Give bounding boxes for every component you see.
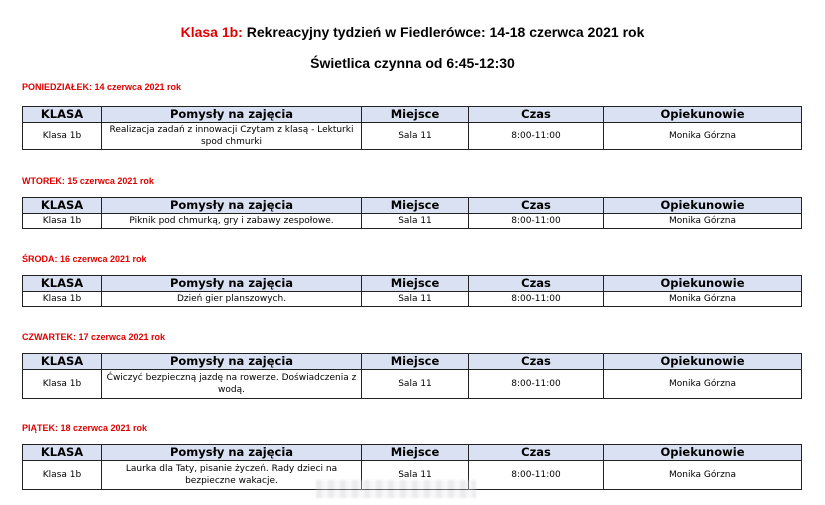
cell-opiekun: Monika Górzna (604, 292, 802, 307)
cell-opiekun: Monika Górzna (604, 370, 802, 399)
day-label-friday: PIĄTEK: 18 czerwca 2021 rok (22, 423, 148, 433)
day-label-monday: PONIEDZIAŁEK: 14 czerwca 2021 rok (22, 82, 182, 92)
column-header-opiekunowie: Opiekunowie (604, 445, 802, 461)
column-header-klasa: KLASA (23, 354, 102, 370)
cell-pomysly: Dzień gier planszowych. (102, 292, 362, 307)
column-header-czas: Czas (469, 107, 604, 123)
table-header-row (23, 107, 802, 123)
cell-czas: 8:00-11:00 (469, 214, 604, 229)
column-header-miejsce: Miejsce (362, 198, 469, 214)
column-header-pomysly: Pomysły na zajęcia (102, 276, 362, 292)
column-header-klasa: KLASA (23, 198, 102, 214)
column-header-czas: Czas (469, 354, 604, 370)
column-header-klasa: KLASA (23, 445, 102, 461)
day-label-thursday: CZWARTEK: 17 czerwca 2021 rok (22, 332, 166, 342)
day-label-tuesday: WTOREK: 15 czerwca 2021 rok (22, 176, 154, 186)
cell-pomysly: Ćwiczyć bezpieczną jazdę na rowerze. Doświadczenia z wodą. (102, 370, 362, 399)
column-header-klasa: KLASA (23, 276, 102, 292)
schedule-table-monday (22, 106, 802, 150)
table-header-row (23, 445, 802, 461)
table-row (23, 214, 802, 229)
document-subtitle: Świetlica czynna od 6:45-12:30 (310, 55, 515, 71)
column-header-opiekunowie: Opiekunowie (604, 354, 802, 370)
title-text: Rekreacyjny tydzień w Fiedlerówce: 14-18 czerwca 2021 rok (242, 24, 645, 40)
cell-czas: 8:00-11:00 (469, 461, 604, 490)
column-header-czas: Czas (469, 445, 604, 461)
cell-opiekun: Monika Górzna (604, 461, 802, 490)
column-header-miejsce: Miejsce (362, 276, 469, 292)
column-header-opiekunowie: Opiekunowie (604, 276, 802, 292)
cell-klasa: Klasa 1b (23, 123, 102, 150)
cell-czas: 8:00-11:00 (469, 370, 604, 399)
column-header-miejsce: Miejsce (362, 354, 469, 370)
table-row (23, 123, 802, 150)
schedule-table-wednesday (22, 275, 802, 307)
cell-czas: 8:00-11:00 (469, 123, 604, 150)
cell-miejsce: Sala 11 (362, 214, 469, 229)
column-header-miejsce: Miejsce (362, 445, 469, 461)
scan-artifact (316, 480, 476, 498)
column-header-opiekunowie: Opiekunowie (604, 198, 802, 214)
cell-pomysly: Laurka dla Taty, pisanie życzeń. Rady dzieci na bezpieczne wakacje. (102, 461, 362, 490)
class-label: Klasa 1b: (180, 24, 243, 40)
column-header-klasa: KLASA (23, 107, 102, 123)
table-header-row (23, 198, 802, 214)
cell-miejsce: Sala 11 (362, 292, 469, 307)
cell-miejsce: Sala 11 (362, 123, 469, 150)
cell-miejsce: Sala 11 (362, 461, 469, 490)
column-header-czas: Czas (469, 276, 604, 292)
column-header-pomysly: Pomysły na zajęcia (102, 354, 362, 370)
column-header-pomysly: Pomysły na zajęcia (102, 445, 362, 461)
table-row (23, 292, 802, 307)
cell-miejsce: Sala 11 (362, 370, 469, 399)
cell-pomysly: Realizacja zadań z innowacji Czytam z klasą - Lekturki spod chmurki (102, 123, 362, 150)
table-row (23, 370, 802, 399)
cell-czas: 8:00-11:00 (469, 292, 604, 307)
schedule-table-tuesday (22, 197, 802, 229)
column-header-miejsce: Miejsce (362, 107, 469, 123)
cell-klasa: Klasa 1b (23, 214, 102, 229)
cell-klasa: Klasa 1b (23, 292, 102, 307)
cell-opiekun: Monika Górzna (604, 214, 802, 229)
document-title (0, 24, 825, 40)
column-header-pomysly: Pomysły na zajęcia (102, 107, 362, 123)
column-header-pomysly: Pomysły na zajęcia (102, 198, 362, 214)
cell-pomysly: Piknik pod chmurką, gry i zabawy zespołowe. (102, 214, 362, 229)
cell-klasa: Klasa 1b (23, 461, 102, 490)
cell-opiekun: Monika Górzna (604, 123, 802, 150)
column-header-czas: Czas (469, 198, 604, 214)
column-header-opiekunowie: Opiekunowie (604, 107, 802, 123)
cell-klasa: Klasa 1b (23, 370, 102, 399)
table-header-row (23, 276, 802, 292)
day-label-wednesday: ŚRODA: 16 czerwca 2021 rok (22, 254, 147, 264)
table-header-row (23, 354, 802, 370)
schedule-table-thursday (22, 353, 802, 399)
